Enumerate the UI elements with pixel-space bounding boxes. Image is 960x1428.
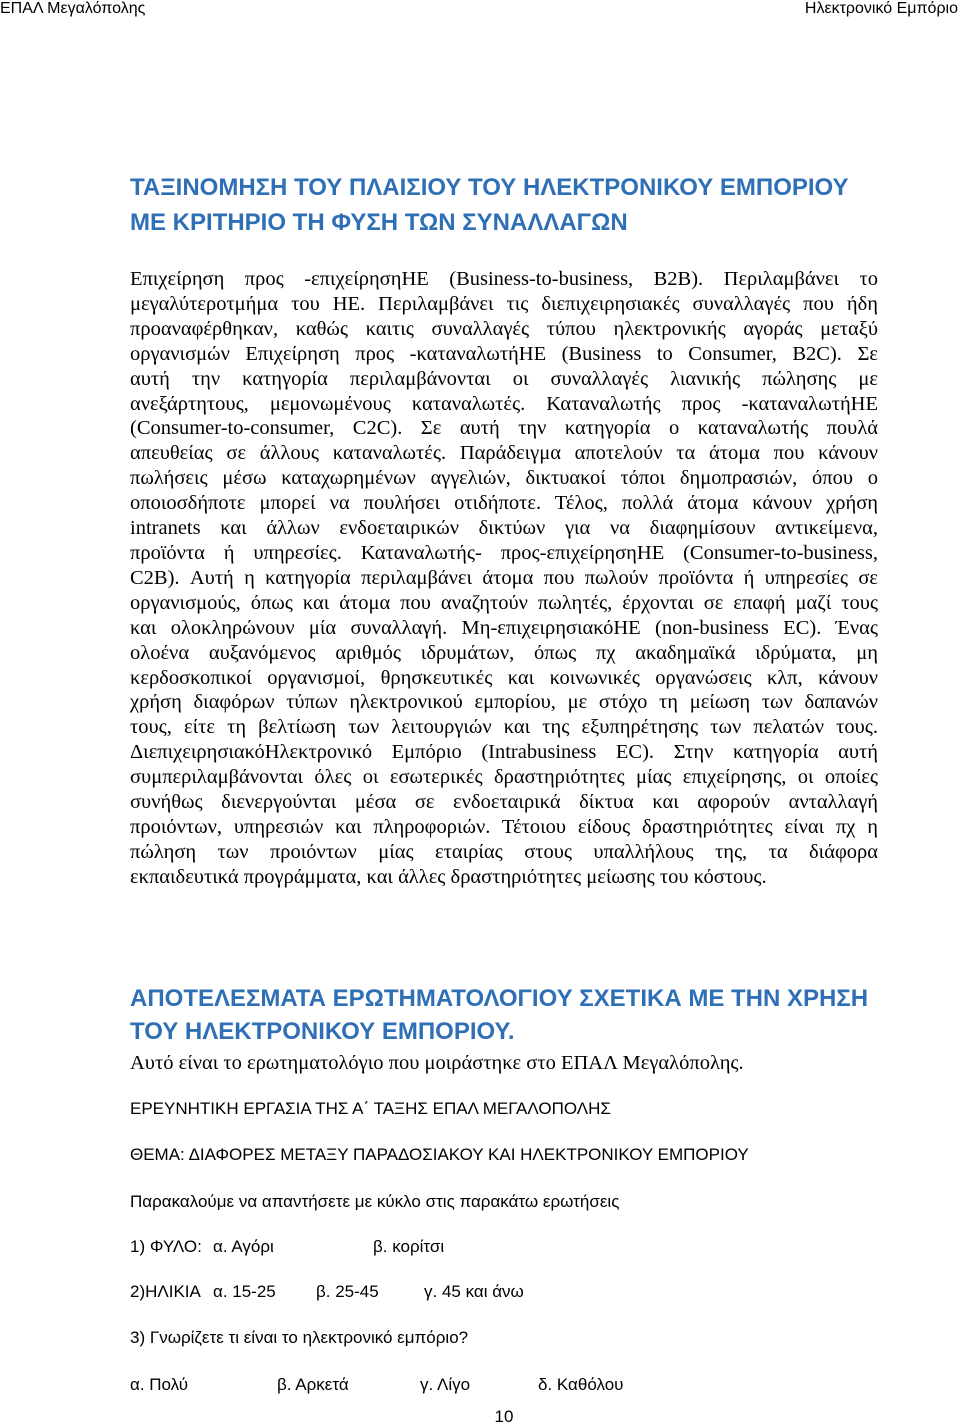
page-number: 10 [494,1407,514,1426]
paragraph-line: χρήση διαφόρων τύπων ηλεκτρονικού εμπορίου, με στόχο τη μείωση των δαπανών [130,691,878,714]
paragraph-line: αυτή την κατηγορία περιλαμβάνονται οι συναλλαγές λιανικής πώλησης με [130,367,878,390]
paragraph-line: προϊόντα ή υπηρεσίες. Καταναλωτής- προς-επιχείρησηΗΕ (Consumer-to-business, [130,541,878,564]
classification-paragraph [130,267,878,890]
survey-project-title: ΕΡΕΥΝΗΤΙΚΗ ΕΡΓΑΣΙΑ ΤΗΣ Α΄ ΤΑΞΗΣ ΕΠΑΛ ΜΕΓΑΛΟΠΟΛΗΣ [130,1099,611,1118]
answer-option: γ. 45 και άνω [424,1282,524,1301]
header-school-name: ΕΠΑΛ Μεγαλόπολης [0,0,146,17]
paragraph-line: μεγαλύτεροτμήμα του ΗΕ. Περιλαμβάνει τις διεπιχειρησιακές συναλλαγές που ήδη [130,292,878,315]
paragraph-line: οργανισμών Επιχείρηση προς -καταναλωτήΗΕ (Business to Consumer, B2C). Σε [130,342,878,365]
paragraph-line: intranets και άλλων ενδοεταιρικών δικτύων για να διαφημίσουν αντικείμενα, [130,517,878,540]
answer-option: β. 25-45 [316,1282,379,1301]
answer-option: β. κορίτσι [373,1237,445,1256]
paragraph-line: τους, είτε τη βελτίωση των λειτουργιών και της εξυπηρέτησης των πελατών τους. [130,716,878,739]
paragraph-line: απευθείας σε άλλους καταναλωτές. Παράδειγμα αποτελούν τα άτομα που κάνουν [130,442,878,465]
paragraph-line: (Consumer-to-consumer, C2C). Σε αυτή την κατηγορία ο καταναλωτής πουλά [130,417,878,440]
section-title-line: ΑΠΟΤΕΛΕΣΜΑΤΑ ΕΡΩΤΗΜΑΤΟΛΟΓΙΟΥ ΣΧΕΤΙΚΑ ΜΕ ΤΗΝ ΧΡΗΣΗ [130,985,869,1012]
question-label: 2)ΗΛΙΚΙΑ [130,1282,201,1301]
answer-option: α. Πολύ [130,1375,189,1394]
paragraph-line: C2B). Αυτή η κατηγορία περιλαμβάνει άτομα που πωλούν προϊόντα ή υπηρεσίες σε [130,566,878,589]
paragraph-line: οργανισμούς, όπως και άτομα που αναζητούν πωλητές, έρχονται σε επαφή μαζί τους [130,591,878,614]
paragraph-line: προιόντων, υπηρεσιών και πληροφοριών. Τέτοιου είδους δραστηριότητες είναι πχ η [130,815,878,838]
section-title-line: ΜΕ ΚΡΙΤΗΡΙΟ ΤΗ ΦΥΣΗ ΤΩΝ ΣΥΝΑΛΛΑΓΩΝ [130,209,628,236]
paragraph-line: κερδοσκοπικοί οργανισμοί, θρησκευτικές και κοινωνικές οργανώσεις κλπ, κάνουν [130,666,878,689]
survey-instructions: Παρακαλούμε να απαντήσετε με κύκλο στις παρακάτω ερωτήσεις [130,1192,620,1211]
answer-option: γ. Λίγο [420,1375,471,1394]
survey-intro-text: Αυτό είναι το ερωτηματολόγιο που μοιράστηκε στο ΕΠΑΛ Μεγαλόπολης. [130,1052,744,1074]
header-document-topic: Ηλεκτρονικό Εμπόριο [804,0,958,17]
paragraph-line: ΔιεπιχειρησιακόΗλεκτρονικό Εμπόριο (Intrabusiness EC). Στην κατηγορία αυτή [130,741,878,764]
section-title-line: ΤΟΥ ΗΛΕΚΤΡΟΝΙΚΟΥ ΕΜΠΟΡΙΟΥ. [130,1018,515,1045]
paragraph-line: συνήθως διενεργούνται μέσα σε ενδοεταιρικά δίκτυα και αφορούν ανταλλαγή [130,791,878,814]
paragraph-line: Επιχείρηση προς -επιχείρησηΗΕ (Business-to-business, B2B). Περιλαμβάνει το [130,268,878,290]
paragraph-line: ανεξάρτητους, μεμονωμένους καταναλωτές. Καταναλωτής προς -καταναλωτήΗΕ [130,392,878,415]
paragraph-line: οποιοσδήποτε μπορεί να πουλήσει οτιδήποτε. Τέλος, πολλά άτομα κάνουν χρήση [130,492,878,515]
paragraph-line: ολοένα αυξανόμενος αριθμός ιδρυμάτων, όπως πχ ακαδημαϊκά ιδρύματα, μη [130,641,878,664]
survey-subject: ΘΕΜΑ: ΔΙΑΦΟΡΕΣ ΜΕΤΑΞΥ ΠΑΡΑΔΟΣΙΑΚΟΥ ΚΑΙ ΗΛΕΚΤΡΟΝΙΚΟΥ ΕΜΠΟΡΙΟΥ [130,1145,749,1164]
question-ecommerce-knowledge: 3) Γνωρίζετε τι είναι το ηλεκτρονικό εμπόριο? [130,1328,469,1347]
section-title-survey-results [130,982,868,1048]
question-age [130,1281,878,1303]
paragraph-line: και ολοκληρώνουν μία συναλλαγή. Μη-επιχειρησιακόΗΕ (non-business EC). Ένας [130,616,878,639]
question-ecommerce-options [130,1374,878,1396]
question-label: 1) ΦΥΛΟ: [130,1237,202,1256]
paragraph-line: προαναφέρθηκαν, καθώς καιτις συναλλαγές τύπου ηλεκτρονικής αγοράς μεταξύ [130,317,878,340]
question-gender [130,1236,878,1258]
paragraph-line: πωλήσεις μέσω καταχωρημένων αγγελιών, δικτυακοί τόποι δημοπρασιών, όπου ο [130,467,878,490]
paragraph-line: πώληση των προιόντων μίας εταιρίας στους υπαλλήλους της, τα διάφορα [130,840,878,863]
answer-option: β. Αρκετά [277,1375,349,1394]
section-title-line: ΤΑΞΙΝΟΜΗΣΗ ΤΟΥ ΠΛΑΙΣΙΟΥ ΤΟΥ ΗΛΕΚΤΡΟΝΙΚΟΥ ΕΜΠΟΡΙΟΥ [130,174,849,201]
section-title-classification [130,170,849,240]
paragraph-line: συμπεριλαμβάνονται όλες οι εσωτερικές δραστηριότητες μίας επιχείρησης, οι οποίες [130,766,878,789]
paragraph-line: εκπαιδευτικά προγράμματα, και άλλες δραστηριότητες μείωσης του κόστους. [130,865,767,888]
answer-option: δ. Καθόλου [538,1375,624,1394]
answer-option: α. 15-25 [213,1282,276,1301]
answer-option: α. Αγόρι [213,1237,274,1256]
